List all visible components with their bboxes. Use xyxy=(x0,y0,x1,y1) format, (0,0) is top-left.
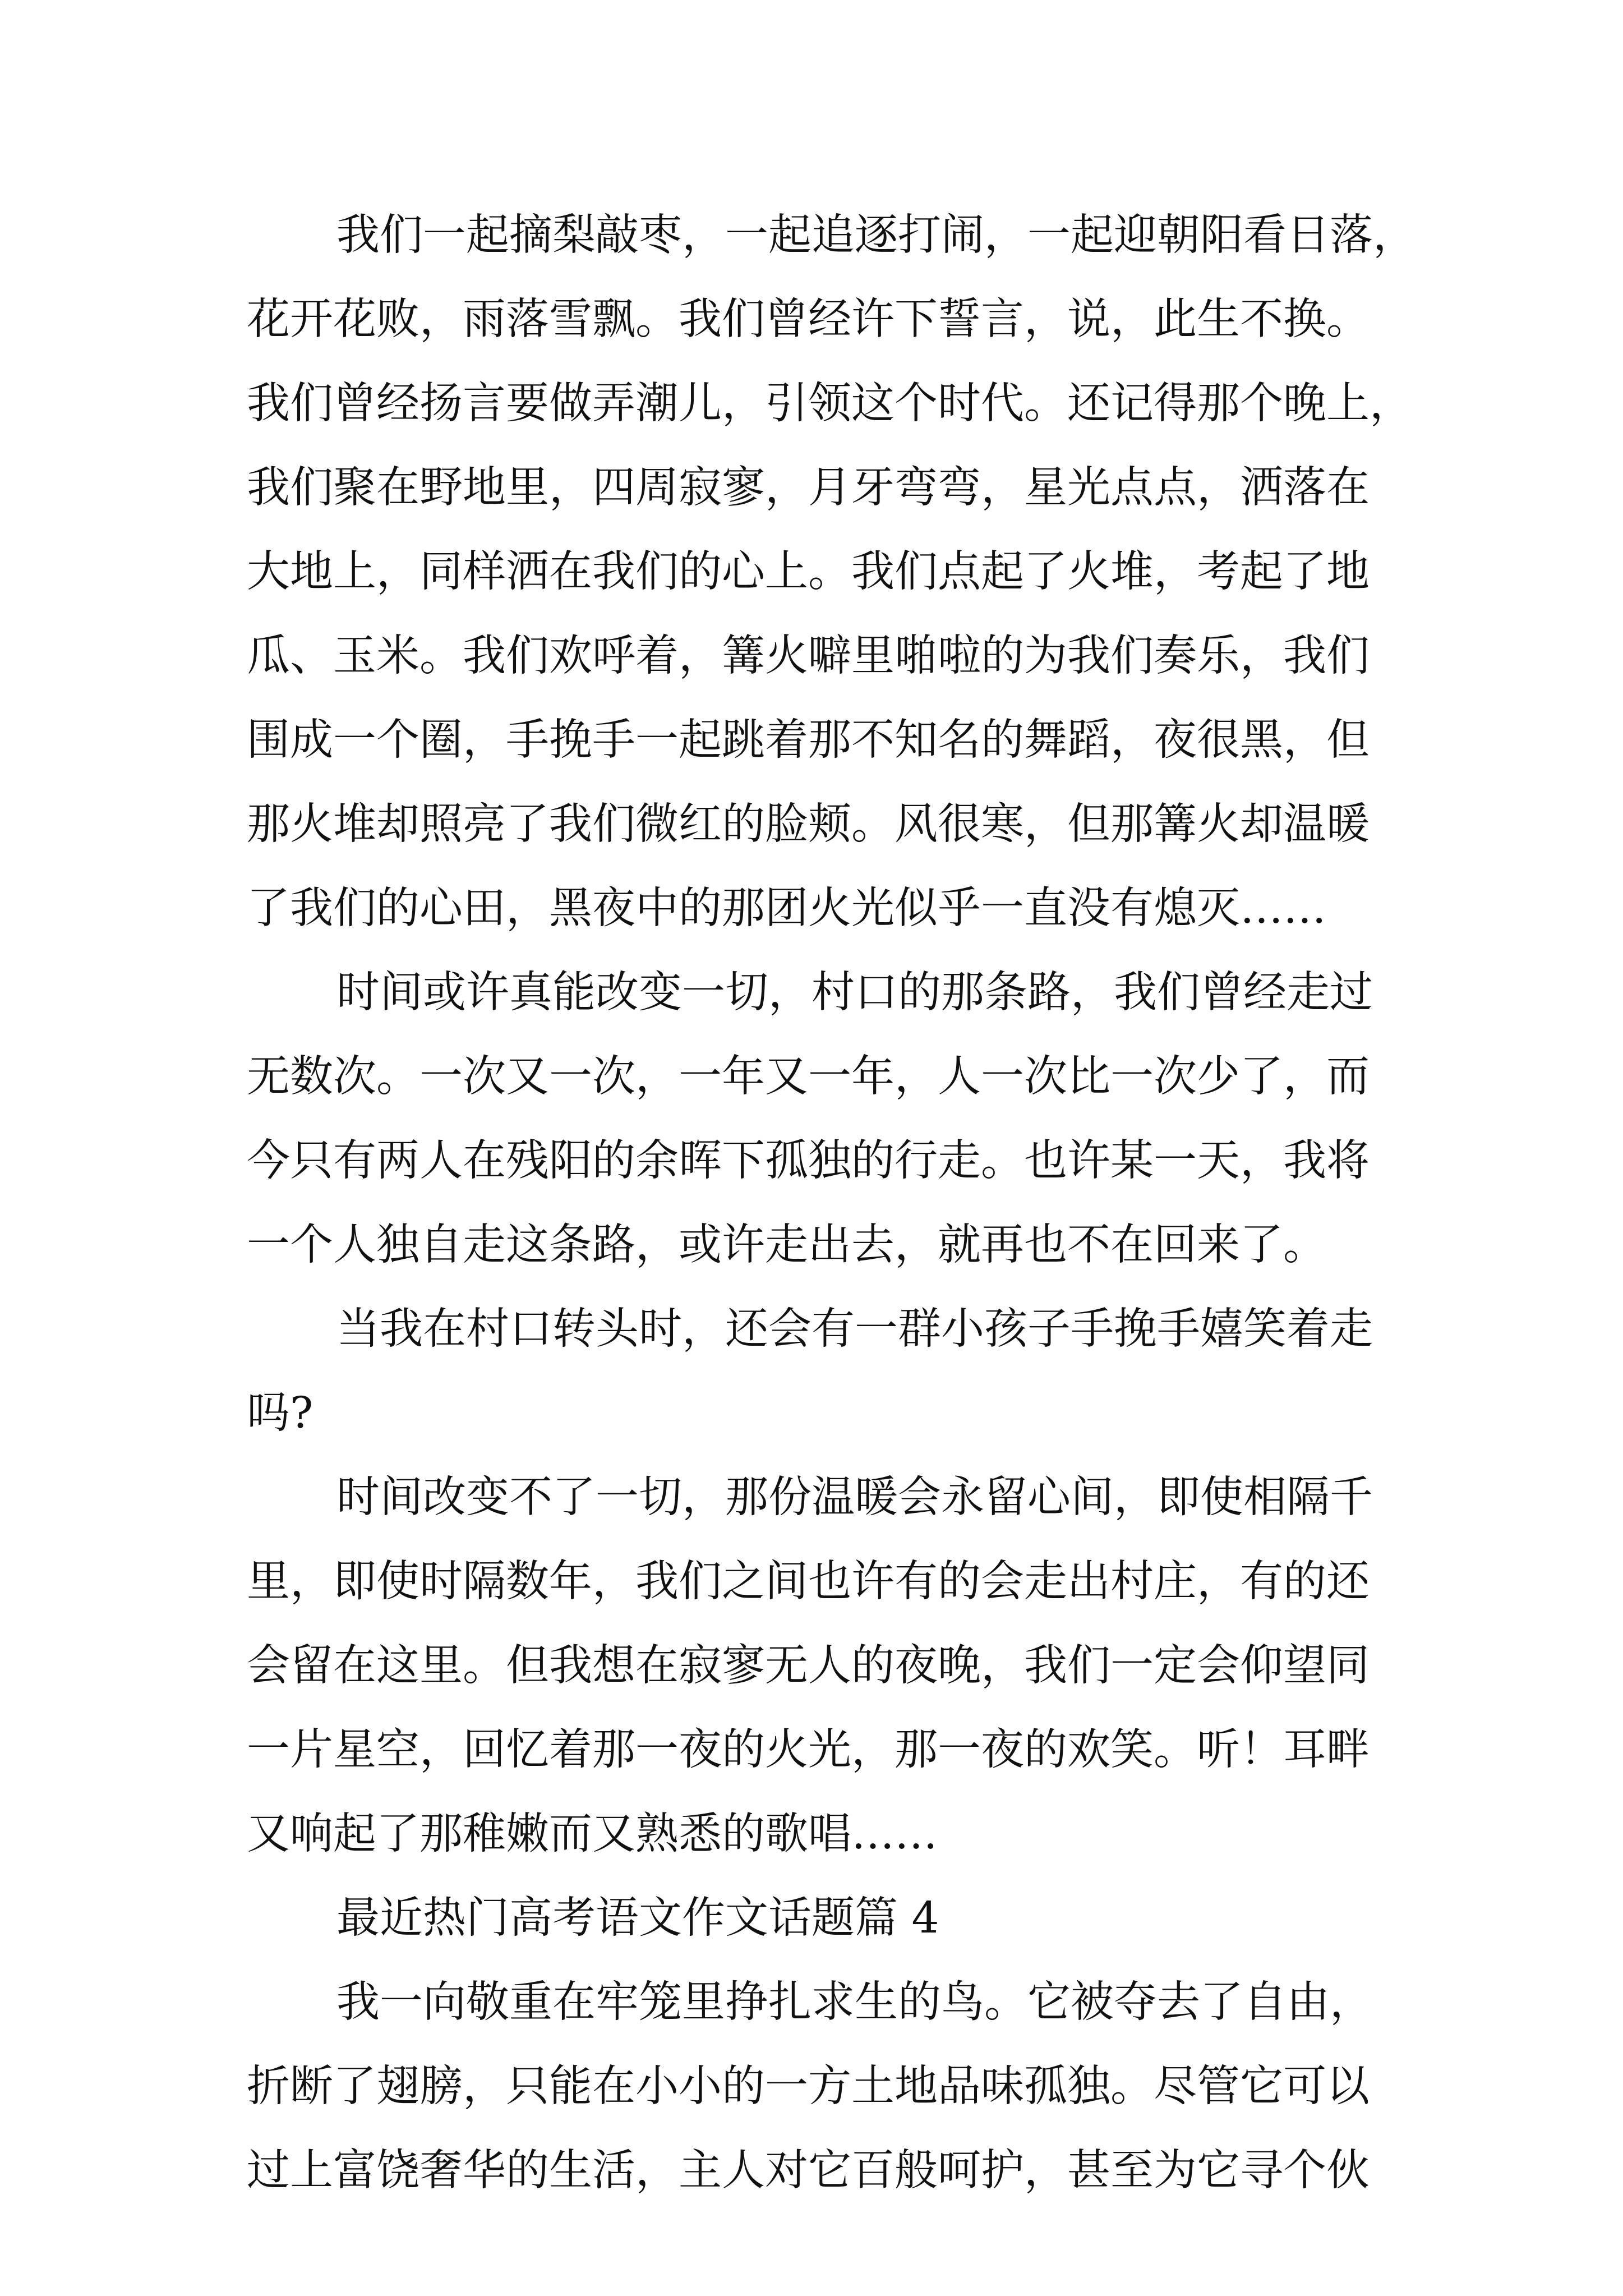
text-line: 当我在村口转头时，还会有一群小孩子手挽手嬉笑着走 xyxy=(336,1304,1373,1354)
text-line: 了我们的心田，黑夜中的那团火光似乎一直没有熄灭…… xyxy=(247,884,1326,933)
text-line: 一片星空，回忆着那一夜的火光，那一夜的欢笑。听！耳畔 xyxy=(247,1725,1370,1775)
text-line: 吗? xyxy=(247,1388,313,1438)
text-line: 过上富饶奢华的生活，主人对它百般呵护，甚至为它寻个伙 xyxy=(247,2146,1370,2196)
text-line: 花开花败，雨落雪飘。我们曾经许下誓言，说，此生不换。 xyxy=(247,295,1370,344)
text-line: 又响起了那稚嫩而又熟悉的歌唱…… xyxy=(247,1809,938,1859)
section-heading: 最近热门高考语文作文话题篇 4 xyxy=(336,1893,939,1943)
text-line: 无数次。一次又一次，一年又一年，人一次比一次少了，而 xyxy=(247,1052,1370,1102)
text-line: 我一向敬重在牢笼里挣扎求生的鸟。它被夺去了自由， xyxy=(336,1977,1373,2027)
text-line: 我们一起摘梨敲枣，一起追逐打闹，一起迎朝阳看日落， xyxy=(336,210,1416,260)
text-line: 里，即使时隔数年，我们之间也许有的会走出村庄，有的还 xyxy=(247,1557,1370,1607)
text-line: 时间改变不了一切，那份温暖会永留心间，即使相隔千 xyxy=(336,1473,1373,1522)
text-line: 会留在这里。但我想在寂寥无人的夜晚，我们一定会仰望同 xyxy=(247,1641,1370,1691)
text-line: 那火堆却照亮了我们微红的脸颊。风很寒，但那篝火却温暖 xyxy=(247,799,1370,849)
text-line: 围成一个圈，手挽手一起跳着那不知名的舞蹈，夜很黑，但 xyxy=(247,715,1370,765)
text-line: 今只有两人在残阳的余晖下孤独的行走。也许某一天，我将 xyxy=(247,1136,1370,1186)
text-line: 一个人独自走这条路，或许走出去，就再也不在回来了。 xyxy=(247,1220,1326,1270)
text-line: 大地上，同样洒在我们的心上。我们点起了火堆，考起了地 xyxy=(247,547,1370,597)
text-line: 瓜、玉米。我们欢呼着，篝火噼里啪啦的为我们奏乐，我们 xyxy=(247,631,1370,681)
text-line: 我们曾经扬言要做弄潮儿，引领这个时代。还记得那个晚上， xyxy=(247,379,1413,429)
text-line: 折断了翅膀，只能在小小的一方土地品味孤独。尽管它可以 xyxy=(247,2062,1370,2111)
text-line: 时间或许真能改变一切，村口的那条路，我们曾经走过 xyxy=(336,968,1373,1018)
text-line: 我们聚在野地里，四周寂寥，月牙弯弯，星光点点，洒落在 xyxy=(247,463,1370,513)
